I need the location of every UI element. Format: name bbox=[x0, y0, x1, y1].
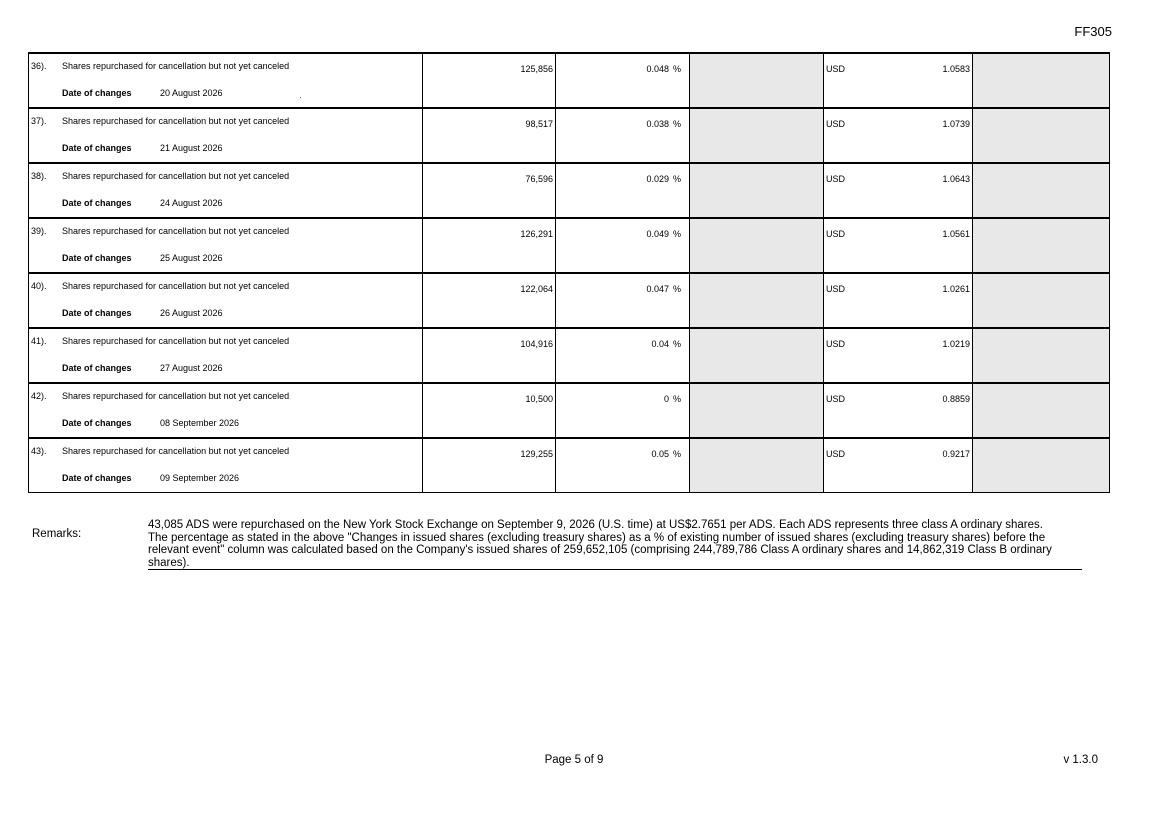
table-row bbox=[29, 163, 1110, 218]
empty-grey-cell bbox=[690, 218, 824, 273]
empty-grey-cell bbox=[690, 328, 824, 383]
shares-value: 10,500 bbox=[525, 394, 553, 404]
currency: USD bbox=[826, 284, 846, 294]
empty-grey-cell bbox=[690, 438, 824, 493]
percent-value: 0.029 bbox=[646, 174, 669, 184]
date-label: Date of changes bbox=[62, 308, 132, 318]
price-cell bbox=[824, 108, 973, 163]
page-number: Page 5 of 9 bbox=[544, 754, 604, 766]
currency: USD bbox=[826, 64, 846, 74]
percent-sign: % bbox=[672, 339, 681, 349]
empty-grey-cell bbox=[973, 218, 1110, 273]
date-value: 20 August 2026 bbox=[160, 88, 223, 98]
row-description: Shares repurchased for cancellation but not yet canceled bbox=[62, 61, 290, 71]
shares-cell bbox=[423, 218, 556, 273]
row-index: 38). bbox=[31, 171, 47, 181]
empty-grey-cell bbox=[973, 163, 1110, 218]
empty-grey-cell bbox=[973, 273, 1110, 328]
remarks-label: Remarks: bbox=[32, 528, 82, 540]
price-cell bbox=[824, 273, 973, 328]
currency: USD bbox=[826, 394, 846, 404]
percent-cell bbox=[556, 218, 690, 273]
row-description: Shares repurchased for cancellation but not yet canceled bbox=[62, 446, 290, 456]
row-description: Shares repurchased for cancellation but not yet canceled bbox=[62, 336, 290, 346]
shares-value: 98,517 bbox=[525, 119, 553, 129]
currency: USD bbox=[826, 339, 846, 349]
table-row bbox=[29, 108, 1110, 163]
row-description-cell bbox=[29, 328, 423, 383]
shares-value: 122,064 bbox=[520, 284, 553, 294]
shares-value: 104,916 bbox=[520, 339, 553, 349]
price-value: 1.0643 bbox=[942, 174, 970, 184]
date-value: 25 August 2026 bbox=[160, 253, 223, 263]
empty-grey-cell bbox=[690, 163, 824, 218]
stray-dot bbox=[300, 97, 301, 98]
percent-value: 0.048 bbox=[646, 64, 669, 74]
shares-cell bbox=[423, 273, 556, 328]
date-label: Date of changes bbox=[62, 418, 132, 428]
currency: USD bbox=[826, 119, 846, 129]
price-value: 1.0583 bbox=[942, 64, 970, 74]
row-description-cell bbox=[29, 163, 423, 218]
row-description: Shares repurchased for cancellation but not yet canceled bbox=[62, 281, 290, 291]
percent-cell bbox=[556, 383, 690, 438]
row-index: 39). bbox=[31, 226, 47, 236]
date-label: Date of changes bbox=[62, 253, 132, 263]
date-label: Date of changes bbox=[62, 88, 132, 98]
price-cell bbox=[824, 163, 973, 218]
row-index: 37). bbox=[31, 116, 47, 126]
row-index: 36). bbox=[31, 61, 47, 71]
table-row bbox=[29, 218, 1110, 273]
date-label: Date of changes bbox=[62, 473, 132, 483]
empty-grey-cell bbox=[973, 328, 1110, 383]
percent-cell bbox=[556, 438, 690, 493]
remarks-text bbox=[148, 519, 1082, 570]
row-description: Shares repurchased for cancellation but not yet canceled bbox=[62, 226, 290, 236]
date-value: 21 August 2026 bbox=[160, 143, 223, 153]
row-index: 42). bbox=[31, 391, 47, 401]
table-row bbox=[29, 273, 1110, 328]
price-value: 0.9217 bbox=[942, 449, 970, 459]
currency: USD bbox=[826, 229, 846, 239]
date-value: 24 August 2026 bbox=[160, 198, 223, 208]
row-description-cell bbox=[29, 438, 423, 493]
row-description-cell bbox=[29, 273, 423, 328]
shares-cell bbox=[423, 163, 556, 218]
row-description: Shares repurchased for cancellation but not yet canceled bbox=[62, 171, 290, 181]
table-row bbox=[29, 53, 1110, 108]
percent-sign: % bbox=[672, 284, 681, 294]
date-value: 08 September 2026 bbox=[160, 418, 240, 428]
price-value: 1.0561 bbox=[942, 229, 970, 239]
price-value: 1.0739 bbox=[942, 119, 970, 129]
row-description: Shares repurchased for cancellation but not yet canceled bbox=[62, 116, 290, 126]
remarks-paragraph-2: The percentage as stated in the above "Changes in issued shares (excluding treasury shares) as a % of existing number of issued shares (excluding treasury shares) before the relevant event" column was calculated based on the Company's issued shares of 259,652,105 (comprising 244,789,786 Class A ordinary shares and 14,862,319 Class B ordinary shares). bbox=[148, 531, 1052, 569]
percent-cell bbox=[556, 273, 690, 328]
percent-value: 0.049 bbox=[646, 229, 669, 239]
percent-sign: % bbox=[672, 119, 681, 129]
shares-cell bbox=[423, 383, 556, 438]
currency: USD bbox=[826, 174, 846, 184]
empty-grey-cell bbox=[690, 273, 824, 328]
price-value: 1.0219 bbox=[942, 339, 970, 349]
empty-grey-cell bbox=[973, 438, 1110, 493]
shares-value: 125,856 bbox=[520, 64, 553, 74]
remarks-paragraph-1: 43,085 ADS were repurchased on the New York Stock Exchange on September 9, 2026 (U.S. time) at US$2.7651 per ADS. Each ADS represents three class A ordinary shares. bbox=[148, 519, 1043, 531]
shares-cell bbox=[423, 53, 556, 108]
repurchase-table bbox=[28, 52, 1110, 493]
percent-cell bbox=[556, 163, 690, 218]
row-description-cell bbox=[29, 383, 423, 438]
shares-value: 126,291 bbox=[520, 229, 553, 239]
price-cell bbox=[824, 328, 973, 383]
table-row bbox=[29, 438, 1110, 493]
row-description-cell bbox=[29, 218, 423, 273]
table-row bbox=[29, 328, 1110, 383]
empty-grey-cell bbox=[973, 108, 1110, 163]
price-value: 1.0261 bbox=[942, 284, 970, 294]
date-label: Date of changes bbox=[62, 198, 132, 208]
shares-cell bbox=[423, 328, 556, 383]
percent-cell bbox=[556, 328, 690, 383]
percent-sign: % bbox=[672, 394, 681, 404]
form-code: FF305 bbox=[1074, 24, 1112, 39]
currency: USD bbox=[826, 449, 846, 459]
row-index: 40). bbox=[31, 281, 47, 291]
shares-cell bbox=[423, 108, 556, 163]
empty-grey-cell bbox=[973, 383, 1110, 438]
date-value: 26 August 2026 bbox=[160, 308, 223, 318]
row-description-cell bbox=[29, 108, 423, 163]
date-label: Date of changes bbox=[62, 363, 132, 373]
empty-grey-cell bbox=[690, 383, 824, 438]
shares-cell bbox=[423, 438, 556, 493]
shares-value: 129,255 bbox=[520, 449, 553, 459]
empty-grey-cell bbox=[690, 108, 824, 163]
percent-cell bbox=[556, 108, 690, 163]
version-label: v 1.3.0 bbox=[1063, 754, 1098, 766]
row-index: 41). bbox=[31, 336, 47, 346]
price-cell bbox=[824, 218, 973, 273]
table-row bbox=[29, 383, 1110, 438]
percent-value: 0.047 bbox=[646, 284, 669, 294]
row-description-cell bbox=[29, 53, 423, 108]
price-value: 0.8859 bbox=[942, 394, 970, 404]
row-index: 43). bbox=[31, 446, 47, 456]
percent-sign: % bbox=[672, 449, 681, 459]
row-description: Shares repurchased for cancellation but not yet canceled bbox=[62, 391, 290, 401]
price-cell bbox=[824, 53, 973, 108]
percent-cell bbox=[556, 53, 690, 108]
percent-sign: % bbox=[672, 64, 681, 74]
percent-sign: % bbox=[672, 229, 681, 239]
date-value: 09 September 2026 bbox=[160, 473, 240, 483]
price-cell bbox=[824, 438, 973, 493]
date-label: Date of changes bbox=[62, 143, 132, 153]
price-cell bbox=[824, 383, 973, 438]
shares-value: 76,596 bbox=[525, 174, 553, 184]
empty-grey-cell bbox=[973, 53, 1110, 108]
percent-value: 0.04 bbox=[651, 339, 669, 349]
percent-value: 0.05 bbox=[651, 449, 669, 459]
empty-grey-cell bbox=[690, 53, 824, 108]
percent-sign: % bbox=[672, 174, 681, 184]
percent-value: 0.038 bbox=[646, 119, 669, 129]
percent-value: 0 bbox=[663, 394, 669, 404]
date-value: 27 August 2026 bbox=[160, 363, 223, 373]
